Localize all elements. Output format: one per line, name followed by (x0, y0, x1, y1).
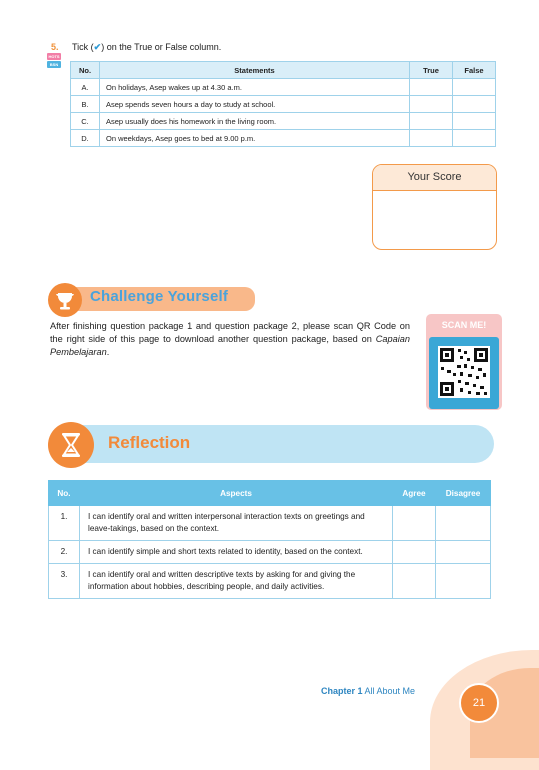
challenge-body-end: . (106, 347, 110, 357)
question-number: 5. (51, 42, 59, 52)
table-header-row (49, 481, 491, 506)
false-cell[interactable] (453, 113, 496, 130)
chapter-footer (321, 686, 415, 696)
row-aspect: I can identify simple and short texts related to identity, based on the context. (80, 541, 393, 564)
page-number: 21 (472, 697, 486, 709)
table-header-row (71, 62, 496, 79)
row-statement: On holidays, Asep wakes up at 4.30 a.m. (100, 79, 410, 96)
row-no: D. (71, 130, 100, 147)
table-row (49, 541, 491, 564)
chapter-label: Chapter 1 (321, 686, 363, 696)
table-row (71, 79, 496, 96)
row-no: 2. (49, 541, 80, 564)
table-row (71, 130, 496, 147)
true-cell[interactable] (410, 79, 453, 96)
challenge-title: Challenge Yourself (90, 288, 229, 305)
true-cell[interactable] (410, 113, 453, 130)
qr-code-icon[interactable] (438, 346, 490, 398)
chapter-title: All About Me (364, 686, 416, 696)
col-header-statements: Statements (100, 62, 410, 79)
instruction-text-end: ) on the True or False column. (101, 42, 222, 52)
hots-badge (47, 53, 61, 69)
challenge-body-text: After finishing question package 1 and question package 2, please scan QR Code on the right side of this page to download another question package, based on (50, 321, 410, 344)
instruction-text-start: Tick ( (72, 42, 94, 52)
row-no: 3. (49, 564, 80, 599)
row-aspect: I can identify oral and written descriptive texts by asking for and giving the information about hobbies, describing people, and daily activities. (80, 564, 393, 599)
col-header-aspects: Aspects (80, 481, 393, 506)
col-header-false: False (453, 62, 496, 79)
col-header-disagree: Disagree (436, 481, 491, 506)
reflection-table (48, 480, 491, 599)
col-header-agree: Agree (393, 481, 436, 506)
false-cell[interactable] (453, 96, 496, 113)
question-instruction (72, 42, 221, 53)
disagree-cell[interactable] (436, 506, 491, 541)
true-cell[interactable] (410, 130, 453, 147)
agree-cell[interactable] (393, 506, 436, 541)
score-box (372, 164, 497, 250)
disagree-cell[interactable] (436, 564, 491, 599)
trophy-icon (48, 283, 82, 317)
row-aspect: I can identify oral and written interpersonal interaction texts on greetings and leave-takings, based on the context. (80, 506, 393, 541)
row-no: C. (71, 113, 100, 130)
agree-cell[interactable] (393, 564, 436, 599)
true-cell[interactable] (410, 96, 453, 113)
row-no: B. (71, 96, 100, 113)
table-row (49, 506, 491, 541)
challenge-body-italic: Capaian Pembelajaran (50, 334, 410, 357)
scan-me-label: SCAN ME! (441, 320, 487, 330)
disagree-cell[interactable] (436, 541, 491, 564)
row-no: A. (71, 79, 100, 96)
hots-badge-top: HOTS (48, 54, 60, 59)
col-header-true: True (410, 62, 453, 79)
agree-cell[interactable] (393, 541, 436, 564)
checkmark-icon: ✔ (93, 42, 102, 52)
score-input-area[interactable] (373, 191, 496, 249)
false-cell[interactable] (453, 130, 496, 147)
hots-badge-bottom: BSN (47, 61, 61, 68)
row-statement: Asep spends seven hours a day to study at school. (100, 96, 410, 113)
true-false-table (70, 61, 496, 147)
row-statement: Asep usually does his homework in the living room. (100, 113, 410, 130)
table-row (49, 564, 491, 599)
reflection-title: Reflection (108, 433, 191, 452)
challenge-body (50, 320, 410, 359)
col-header-no: No. (71, 62, 100, 79)
table-row (71, 113, 496, 130)
col-header-no: No. (49, 481, 80, 506)
row-statement: On weekdays, Asep goes to bed at 9.00 p.m. (100, 130, 410, 147)
hourglass-icon (48, 422, 94, 468)
table-row (71, 96, 496, 113)
score-title: Your Score (373, 165, 496, 191)
false-cell[interactable] (453, 79, 496, 96)
row-no: 1. (49, 506, 80, 541)
